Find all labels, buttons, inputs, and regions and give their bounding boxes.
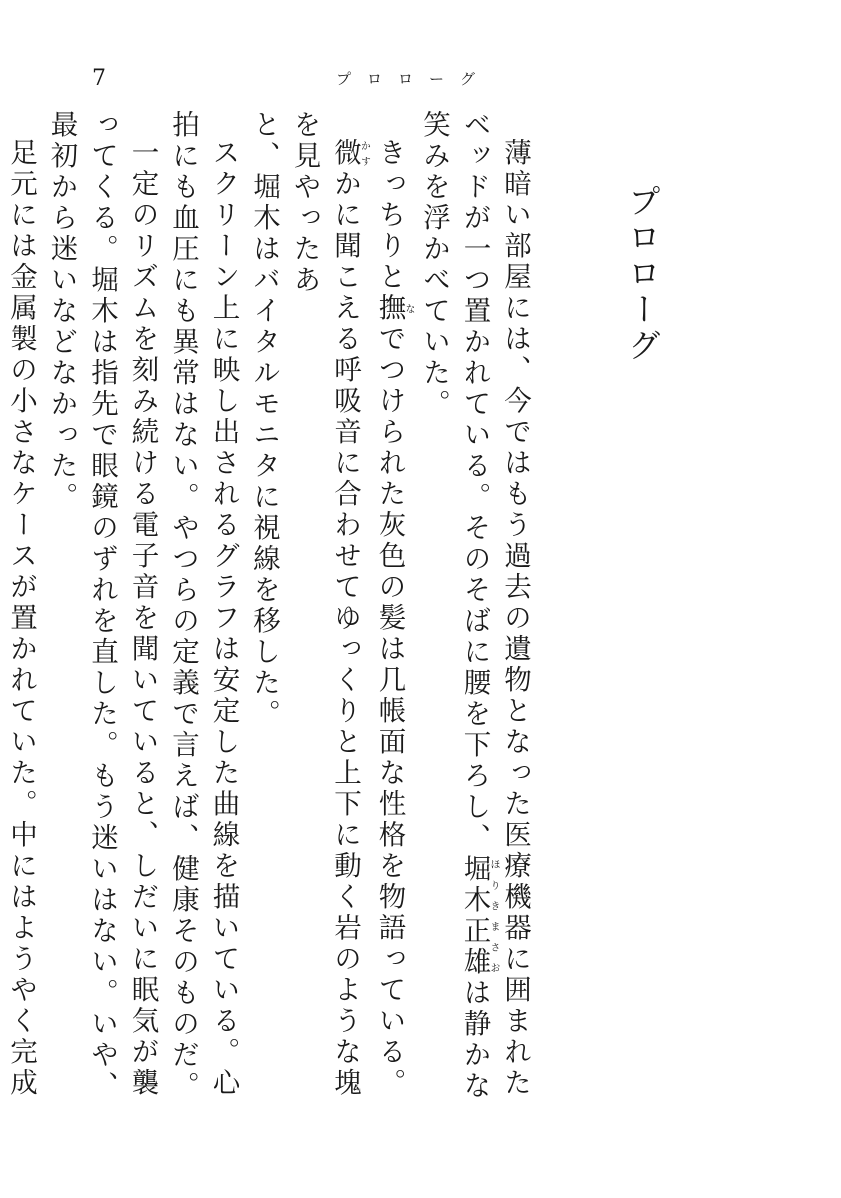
paragraph-5: 一定のリズムを刻み続ける電子音を聞いていると、しだいに眠気が襲ってくる。堀木は指先で眼鏡のずれを直した。もう迷いはない。いや、最初から迷いなどなかった。 [45, 110, 159, 1102]
chapter-title: プロローグ [623, 184, 662, 364]
paragraph-1 [414, 110, 536, 1125]
ruby-kasu: 微かす [329, 137, 370, 169]
paragraph-2-text-a: きっちりと [373, 137, 406, 293]
paragraph-2 [369, 110, 414, 1125]
ruby-horiki: 堀木ほりき [458, 854, 499, 916]
body-text [0, 110, 535, 1125]
paragraph-3-continued: と、堀木はバイタルモニタに視線を移した。 [248, 110, 280, 730]
running-header: プロローグ [336, 70, 492, 88]
paragraph-4: スクリーン上に映し出されるグラフは安定した曲線を描いている。心拍にも血圧にも異常はない。やつらの定義で言えば、健康そのものだ。 [167, 110, 240, 1102]
paragraph-2-text-b: でつけられた灰色の髪は几帳面な性格を物語っている。 [373, 323, 406, 1099]
paragraph-3 [284, 110, 369, 1125]
page-number: 7 [92, 66, 106, 91]
paragraph-3-text-a: かに聞こえる呼吸音に合わせてゆっくりと上下に動く岩のような塊を見やったあ [288, 110, 361, 1099]
paragraph-6: 足元には金属製の小さなケースが置かれていた。中にはようやく完成 [5, 137, 37, 1099]
paragraph-1-text-a: 薄暗い部屋には、今ではもう過去の遺物となった医療機器に囲まれたベッドが一つ置かれている。そのそばに腰を下ろし、 [458, 110, 531, 1099]
ruby-nade: 撫な [373, 292, 414, 324]
ruby-masao: 正雄まさお [458, 916, 499, 978]
paragraph-1-text-b: は静かな笑みを浮かべていた。 [418, 110, 491, 1102]
